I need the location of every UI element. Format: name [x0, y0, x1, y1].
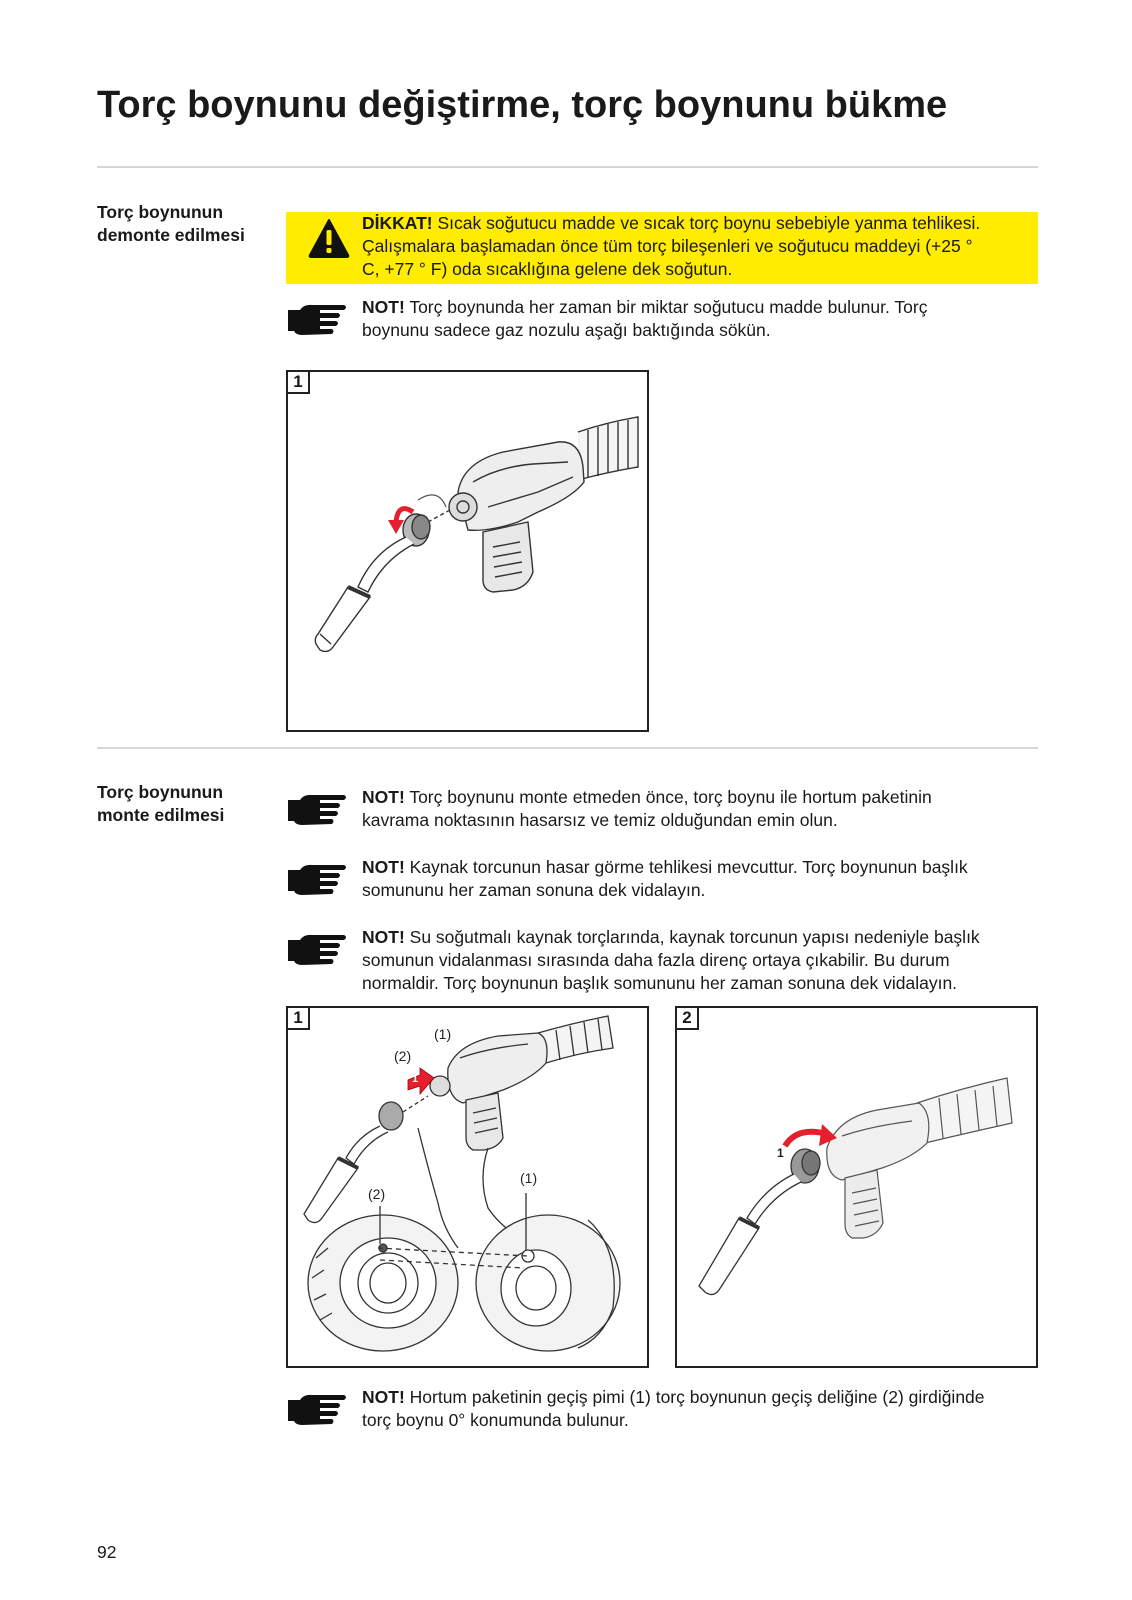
- divider: [97, 747, 1038, 749]
- note-line: Torç boynunda her zaman bir miktar soğutucu madde bulunur. Torç: [404, 297, 928, 317]
- pointing-hand-icon: [286, 302, 348, 338]
- note-label: NOT!: [362, 857, 405, 877]
- figure-number: 2: [677, 1008, 699, 1030]
- callout-pin-bottom: (1): [520, 1170, 538, 1186]
- note-label: NOT!: [362, 1387, 405, 1407]
- callout-hole-top: (2): [394, 1048, 412, 1064]
- page-number: 92: [97, 1542, 117, 1562]
- torch-illustration: [677, 1008, 1036, 1366]
- section-heading-demount: [97, 201, 272, 247]
- figure-mount-step2: [675, 1006, 1038, 1368]
- note-label: NOT!: [362, 787, 405, 807]
- figure-mount-step1: [286, 1006, 649, 1368]
- torch-illustration: [288, 372, 647, 730]
- pointing-hand-icon: [286, 792, 348, 828]
- note-line: torç boynu 0° konumunda bulunur.: [362, 1410, 629, 1430]
- torch-illustration: [288, 1008, 647, 1366]
- arrow-step-label: 1: [777, 1146, 784, 1160]
- caution-label: DİKKAT!: [362, 213, 433, 233]
- pointing-hand-icon: [286, 862, 348, 898]
- note-position: [362, 1386, 1038, 1432]
- arrow-step-label: 1: [412, 1073, 419, 1085]
- note-line: somununu her zaman sonuna dek vidalayın.: [362, 880, 706, 900]
- note-mount-water: [362, 926, 1038, 995]
- note-label: NOT!: [362, 927, 405, 947]
- caution-line: Çalışmalara başlamadan önce tüm torç bileşenleri ve soğutucu maddeyi (+25 °: [362, 236, 973, 256]
- note-mount-clean: [362, 786, 1038, 832]
- pointing-hand-icon: [286, 932, 348, 968]
- warning-triangle-icon: [308, 218, 350, 258]
- note-line: normaldir. Torç boynunun başlık somununu her zaman sonuna dek vidalayın.: [362, 973, 958, 993]
- note-line: Torç boynunu monte etmeden önce, torç boynu ile hortum paketinin: [404, 787, 932, 807]
- note-coolant: [362, 296, 1038, 342]
- page-title: Torç boynunu değiştirme, torç boynunu bükme: [97, 84, 948, 126]
- figure-demount: [286, 370, 649, 732]
- note-mount-damage: [362, 856, 1038, 902]
- callout-pin-top: (1): [434, 1026, 452, 1042]
- note-line: Su soğutmalı kaynak torçlarında, kaynak torcunun yapısı nedeniyle başlık: [404, 927, 980, 947]
- heading-line: demonte edilmesi: [97, 225, 245, 245]
- caution-line: C, +77 ° F) oda sıcaklığına gelene dek soğutun.: [362, 259, 733, 279]
- caution-line: Sıcak soğutucu madde ve sıcak torç boynu sebebiyle yanma tehlikesi.: [432, 213, 981, 233]
- pointing-hand-icon: [286, 1392, 348, 1428]
- note-line: kavrama noktasının hasarsız ve temiz olduğundan emin olun.: [362, 810, 838, 830]
- note-line: somunun vidalanması sırasında daha fazla direnç ortaya çıkabilir. Bu durum: [362, 950, 950, 970]
- section-heading-mount: [97, 781, 272, 827]
- figure-number: 1: [288, 1008, 310, 1030]
- note-line: boynunu sadece gaz nozulu aşağı baktığında sökün.: [362, 320, 771, 340]
- heading-line: monte edilmesi: [97, 805, 225, 825]
- note-line: Hortum paketinin geçiş pimi (1) torç boynunun geçiş deliğine (2) girdiğinde: [404, 1387, 985, 1407]
- note-label: NOT!: [362, 297, 405, 317]
- note-line: Kaynak torcunun hasar görme tehlikesi mevcuttur. Torç boynunun başlık: [404, 857, 968, 877]
- arrow-step-label: 1: [386, 510, 393, 522]
- caution-box: [286, 212, 1038, 284]
- caution-text: [362, 212, 1034, 281]
- callout-hole-bottom: (2): [368, 1186, 386, 1202]
- heading-line: Torç boynunun: [97, 202, 224, 222]
- figure-number: 1: [288, 372, 310, 394]
- heading-line: Torç boynunun: [97, 782, 224, 802]
- divider: [97, 166, 1038, 168]
